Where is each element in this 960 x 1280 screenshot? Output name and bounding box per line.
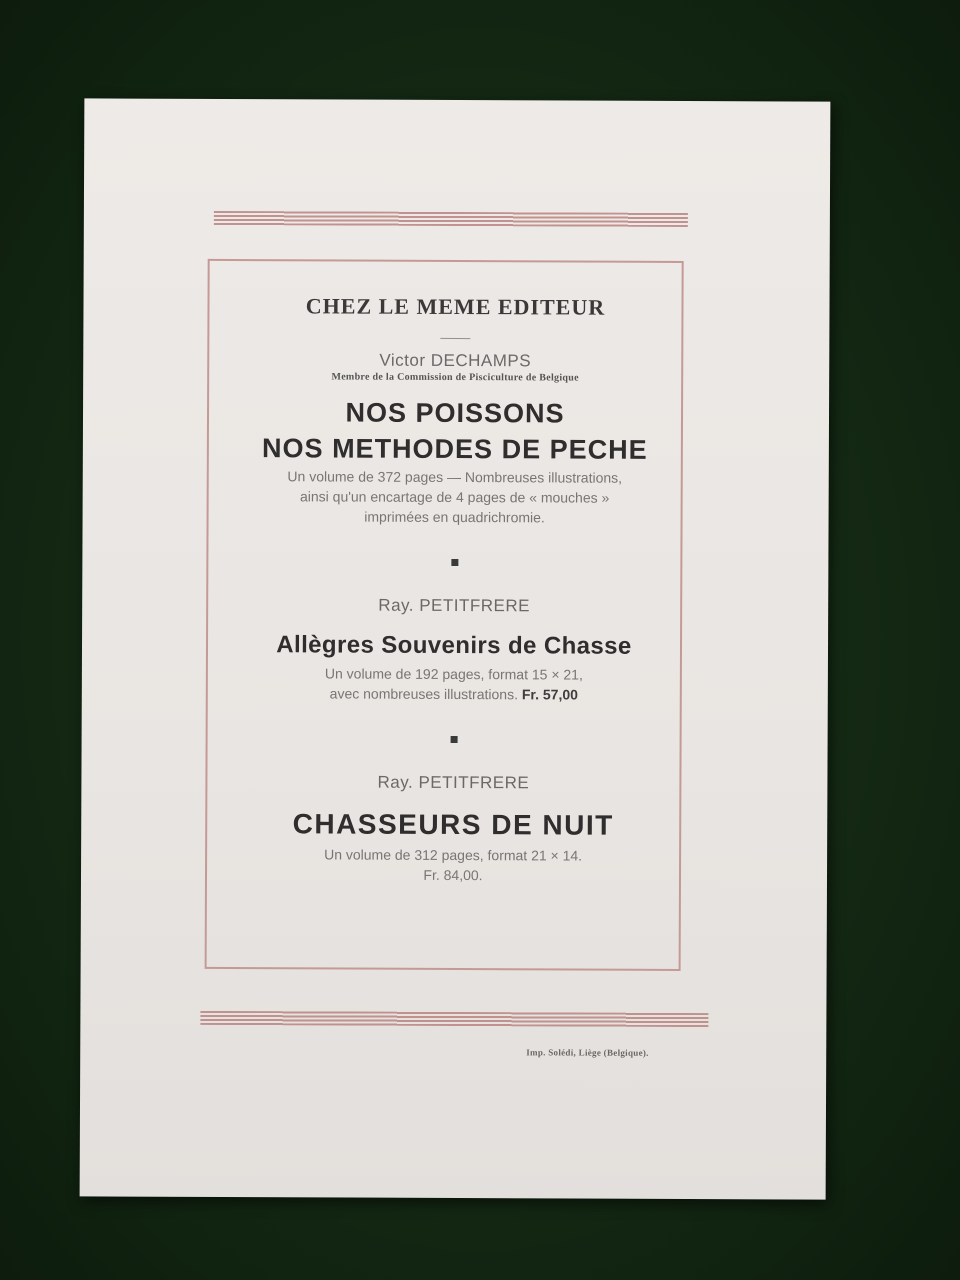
section-bullet <box>450 736 457 743</box>
book1-title-line2: NOS METHODES DE PECHE <box>262 433 648 465</box>
book1-desc-line1: Un volume de 372 pages — Nombreuses illustrations, <box>287 468 623 486</box>
printer-imprint: Imp. Solédi, Liège (Belgique). <box>526 1047 649 1058</box>
book2-desc-line2: avec nombreuses illustrations. <box>329 685 519 703</box>
book2-author: Ray. PETITFRERE <box>378 595 531 616</box>
book2-title: Allègres Souvenirs de Chasse <box>276 631 632 660</box>
book2-desc-line1: Un volume de 192 pages, format 15 × 21, <box>324 665 583 683</box>
book1-author-role: Membre de la Commission de Pisciculture de Belgique <box>331 371 579 384</box>
book3-desc-line1: Un volume de 312 pages, format 21 × 14. <box>324 846 583 864</box>
heading-separator <box>440 338 470 339</box>
bottom-decorative-rule <box>200 1011 708 1027</box>
book-back-cover <box>80 98 831 1199</box>
book1-desc-line2: ainsi qu'un encartage de 4 pages de « mouches » <box>299 488 610 506</box>
advert-content <box>205 259 704 886</box>
top-decorative-rule <box>214 211 688 227</box>
book1-author: Victor DECHAMPS <box>379 350 532 371</box>
book1-desc-line3: imprimées en quadrichromie. <box>364 508 545 526</box>
book1-title-line1: NOS POISSONS <box>345 397 565 429</box>
book2-desc-line2-row <box>206 683 702 705</box>
book3-price: Fr. 84,00. <box>423 866 483 884</box>
book3-title: CHASSEURS DE NUIT <box>292 808 614 841</box>
section-bullet <box>451 559 458 566</box>
publisher-heading: CHEZ LE MEME EDITEUR <box>305 293 606 320</box>
book3-author: Ray. PETITFRERE <box>377 772 530 793</box>
book2-price: Fr. 57,00 <box>521 686 578 703</box>
